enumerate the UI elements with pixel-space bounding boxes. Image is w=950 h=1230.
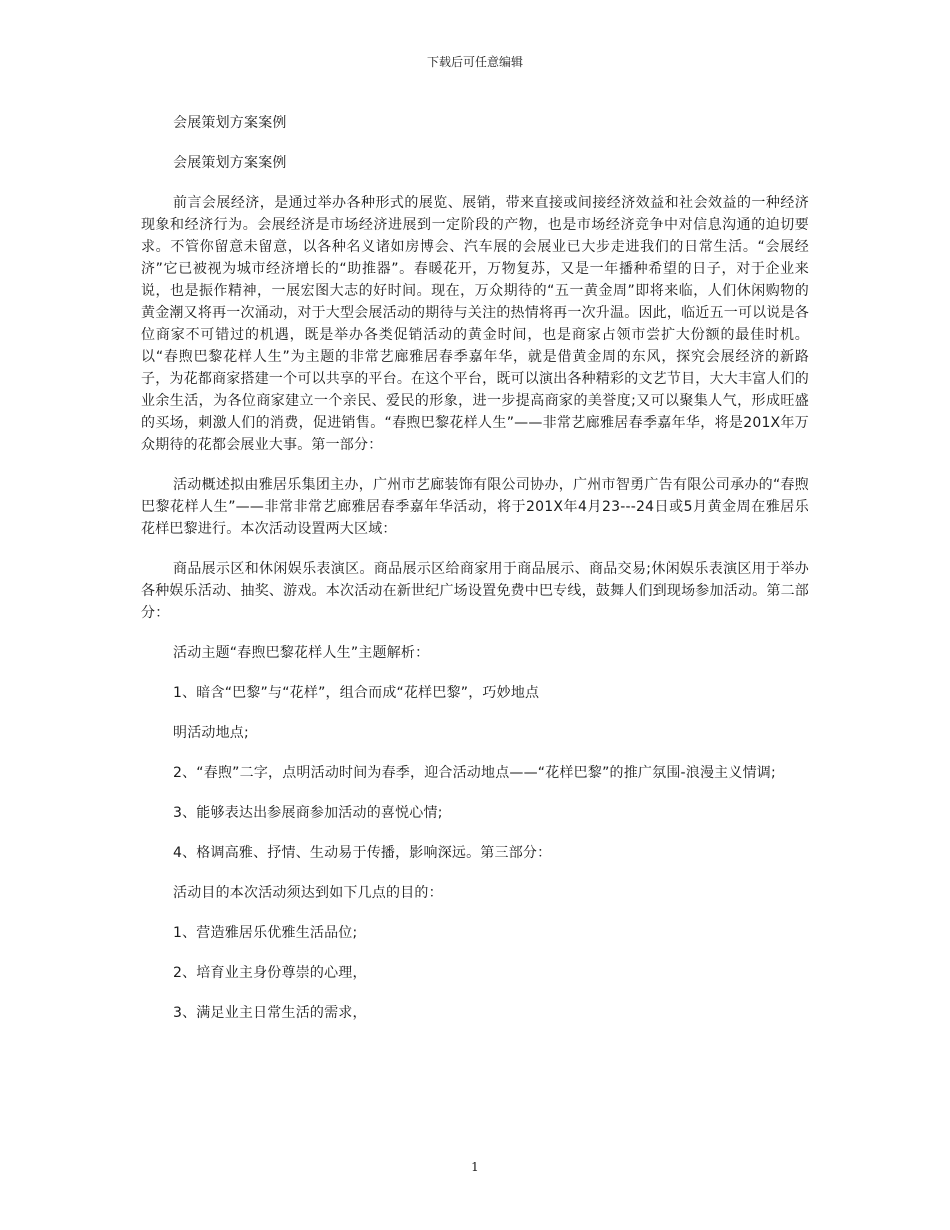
list-item: 3、能够表达出参展商参加活动的喜悦心情;	[173, 805, 443, 821]
paragraph-areas: 商品展示区和休闲娱乐表演区。商品展示区给商家用于商品展示、商品交易;休闲娱乐表演区用于举办各种娱乐活动、抽奖、游戏。本次活动在新世纪广场设置免费中巴专线，鼓舞人们到现场参加活动。第二部分：	[141, 561, 809, 621]
list-item: 2、“春煦”二字，点明活动时间为春季，迎合活动地点——“花样巴黎”的推广氛围-浪漫主义情调;	[173, 765, 776, 781]
list-item: 1、暗含“巴黎”与“花样”，组合而成“花样巴黎”，巧妙地点	[173, 685, 540, 701]
page-number: 1	[471, 1160, 479, 1174]
paragraph-preface: 前言会展经济，是通过举办各种形式的展览、展销，带来直接或间接经济效益和社会效益的一种经济现象和经济行为。会展经济是市场经济进展到一定阶段的产物，也是市场经济竞争中对信息沟通的迫切要求。不管你留意未留意，以各种名义诸如房博会、汽车展的会展业已大步走进我们的日常生活。“会展经济”它已被视为城市经济增长的“助推器”。春暖花开，万物复苏，又是一年播种希望的日子，对于企业来说，也是振作精神，一展宏图大志的好时间。现在，万众期待的“五一黄金周”即将来临，人们休闲购物的黄金潮又将再一次涌动，对于大型会展活动的期待与关注的热情将再一次升温。因此，临近五一可以说是各位商家不可错过的机遇，既是举办各类促销活动的黄金时间，也是商家占领市尝扩大份额的最佳时机。以“春煦巴黎花样人生”为主题的非常艺廊雅居春季嘉年华，就是借黄金周的东风，探究会展经济的新路子，为花都商家搭建一个可以共享的平台。在这个平台，既可以演出各种精彩的文艺节目，大大丰富人们的业余生活，为各位商家建立一个亲民、爱民的形象，进一步提高商家的美誉度;又可以聚集人气，形成旺盛的买场，刺激人们的消费，促进销售。“春煦巴黎花样人生”——非常艺廊雅居春季嘉年华，将是201X年万众期待的花都会展业大事。第一部分：	[141, 195, 809, 453]
page-header: 下载后可任意编辑	[426, 55, 523, 69]
list-item: 3、满足业主日常生活的需求，	[173, 1005, 367, 1021]
list-item: 明活动地点;	[173, 725, 249, 741]
doc-subtitle: 会展策划方案案例	[173, 155, 287, 171]
paragraph-purpose: 活动目的本次活动须达到如下几点的目的：	[173, 885, 443, 901]
list-item: 4、格调高雅、抒情、生动易于传播，影响深远。第三部分：	[173, 845, 552, 861]
document-body	[141, 112, 809, 1042]
list-item: 2、培育业主身份尊崇的心理，	[173, 965, 367, 981]
doc-title: 会展策划方案案例	[173, 115, 287, 131]
paragraph-theme: 活动主题“春煦巴黎花样人生”主题解析：	[173, 645, 430, 661]
list-item: 1、营造雅居乐优雅生活品位;	[173, 925, 358, 941]
paragraph-overview: 活动概述拟由雅居乐集团主办，广州市艺廊装饰有限公司协办，广州市智勇广告有限公司承办的“春煦巴黎花样人生”——非常非常艺廊雅居春季嘉年华活动，将于201X年4月23---24日或5月黄金周在雅居乐花样巴黎进行。本次活动设置两大区域：	[141, 477, 809, 537]
